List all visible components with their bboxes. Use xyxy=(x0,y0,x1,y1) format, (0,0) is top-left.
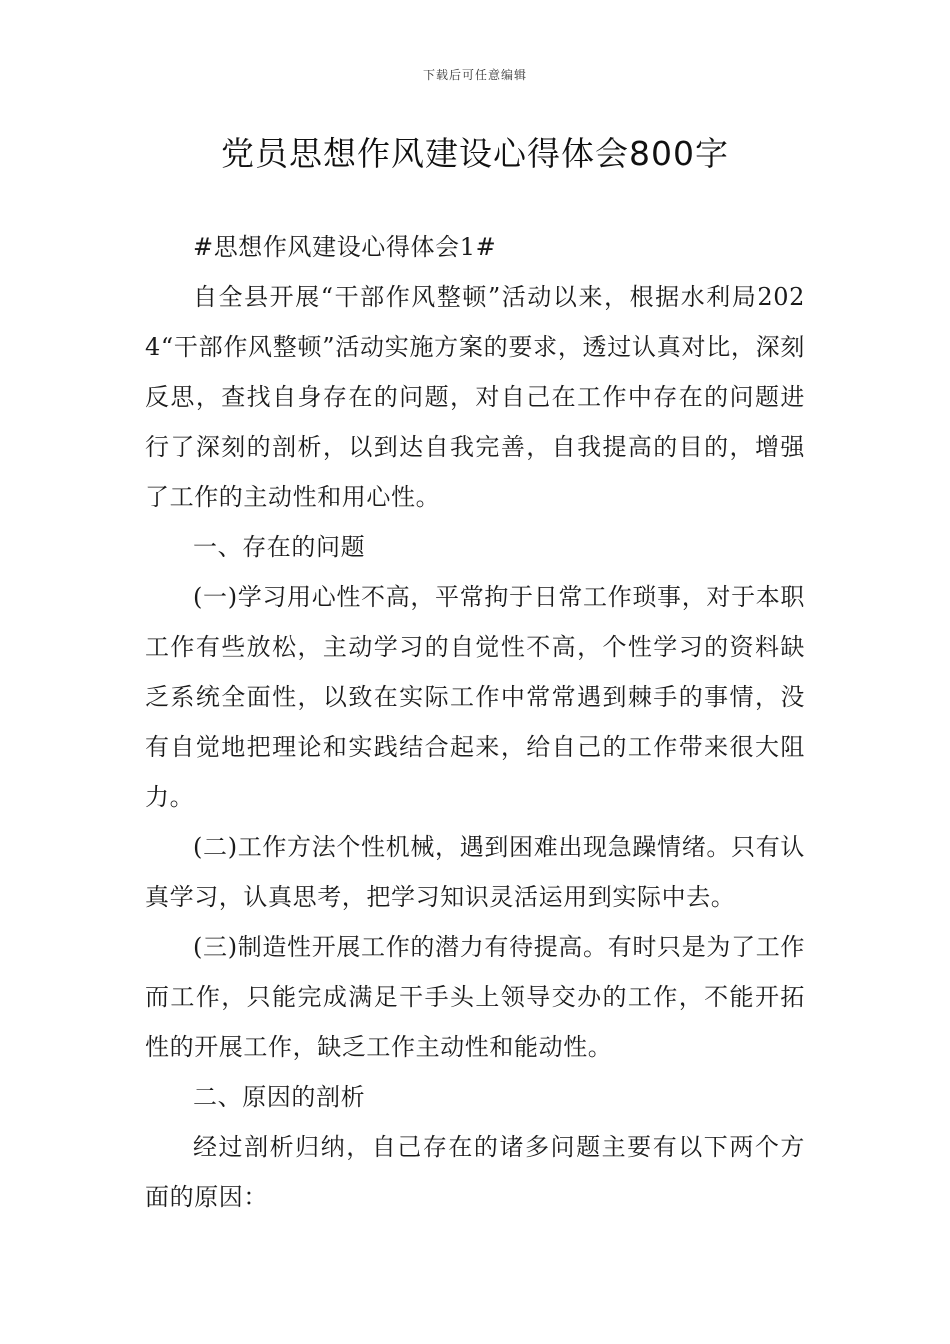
header-note: 下载后可任意编辑 xyxy=(422,68,527,82)
paragraph-causes: 经过剖析归纳，自己存在的诸多问题主要有以下两个方面的原因： xyxy=(145,1133,805,1211)
section-heading-causes: 二、原因的剖析 xyxy=(193,1083,366,1111)
section-heading-problems: 一、存在的问题 xyxy=(193,533,366,561)
document-body xyxy=(145,222,805,1222)
paragraph-problem-1: (一)学习用心性不高，平常拘于日常工作琐事，对于本职工作有些放松，主动学习的自觉性不高，个性学习的资料缺乏系统全面性，以致在实际工作中常常遇到棘手的事情，没有自觉地把理论和实践结合起来，给自己的工作带来很大阻力。 xyxy=(145,583,805,811)
paragraph-intro: 自全县开展“干部作风整顿”活动以来，根据水利局2024“干部作风整顿”活动实施方案的要求，透过认真对比，深刻反思，查找自身存在的问题，对自己在工作中存在的问题进行了深刻的剖析，以到达自我完善，自我提高的目的，增强了工作的主动性和用心性。 xyxy=(145,283,805,511)
paragraph-heading-1: #思想作风建设心得体会1# xyxy=(193,233,497,261)
paragraph-problem-2: (二)工作方法个性机械，遇到困难出现急躁情绪。只有认真学习，认真思考，把学习知识灵活运用到实际中去。 xyxy=(145,833,805,911)
paragraph-problem-3: (三)制造性开展工作的潜力有待提高。有时只是为了工作而工作，只能完成满足干手头上领导交办的工作，不能开拓性的开展工作，缺乏工作主动性和能动性。 xyxy=(145,933,805,1061)
document-title: 党员思想作风建设心得体会800字 xyxy=(221,134,729,173)
